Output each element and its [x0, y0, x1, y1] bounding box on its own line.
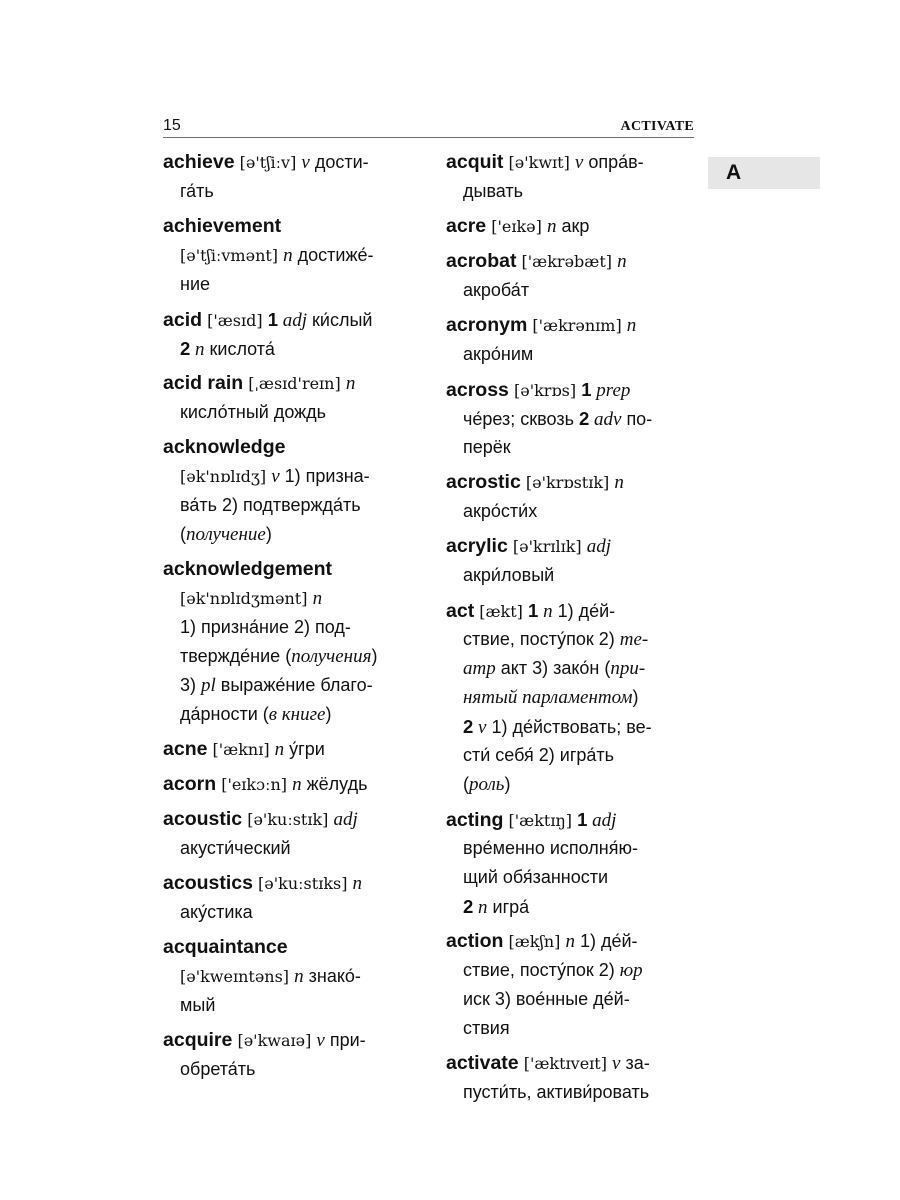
headword: achievement	[163, 215, 282, 237]
translation: че́рез; сквозь	[463, 409, 579, 429]
transcription: [ə'kuːstɪks]	[252, 874, 353, 893]
grammar-label: prep	[591, 380, 631, 401]
transcription: ['æknɪ]	[207, 740, 275, 759]
dictionary-entry	[163, 805, 415, 863]
grammar-label: adj	[587, 810, 617, 831]
headword: acrobat	[446, 250, 517, 272]
entry-line	[163, 991, 415, 1020]
translation: ствия	[463, 1018, 510, 1038]
dictionary-entry	[446, 805, 698, 921]
entry-line	[163, 433, 415, 462]
sense-number: 2	[463, 716, 474, 737]
grammar-label: n	[565, 931, 575, 952]
entry-line	[163, 671, 415, 700]
translation: щий обя́занности	[463, 867, 609, 887]
transcription: [ækt]	[474, 602, 529, 621]
entry-line	[163, 834, 415, 863]
entry-line	[446, 468, 698, 497]
grammar-label: нятый парламентом	[463, 687, 633, 708]
translation: ствие, посту́пок 2)	[463, 960, 620, 980]
entry-line	[446, 741, 698, 770]
headword: acknowledge	[163, 436, 286, 458]
entry-line	[446, 375, 698, 404]
translation: )	[265, 524, 272, 544]
translation: при-	[324, 1030, 366, 1050]
entry-line	[446, 834, 698, 863]
entry-line	[446, 863, 698, 892]
grammar-label: при-	[610, 658, 646, 679]
grammar-label: adj	[333, 809, 358, 830]
translation: твержде́ние (	[180, 646, 292, 666]
transcription: [ə'tʃiːvmənt]	[180, 246, 284, 265]
transcription: [ə'kuːstɪk]	[242, 810, 334, 829]
grammar-label: n	[473, 897, 488, 918]
entry-line	[163, 241, 415, 270]
grammar-label: v	[574, 152, 584, 173]
letter-tab: A	[708, 157, 820, 189]
grammar-label: v	[301, 152, 310, 173]
translation: за-	[620, 1053, 650, 1073]
translation: пусти́ть, активи́ровать	[463, 1082, 650, 1102]
translation: выраже́ние благо-	[215, 675, 373, 695]
dictionary-entry	[446, 1049, 698, 1107]
translation: )	[504, 774, 511, 794]
translation: 1) де́йствовать; ве-	[486, 717, 652, 737]
translation: опра́в-	[583, 152, 644, 172]
transcription: [ək'nɒlɪdʒmənt]	[180, 589, 313, 608]
translation: акусти́ческий	[180, 838, 291, 858]
translation: 1) де́й-	[552, 601, 616, 621]
entry-line	[446, 497, 698, 526]
translation: ки́слый	[307, 310, 373, 330]
translation: акр	[556, 216, 590, 236]
running-head: ACTIVATE	[620, 119, 694, 134]
translation: мый	[180, 995, 216, 1015]
transcription: [ə'tʃiːv]	[234, 153, 302, 172]
sense-number: 1	[267, 309, 278, 330]
dictionary-entry	[163, 869, 415, 927]
translation: ние	[180, 274, 211, 294]
entry-line	[163, 555, 415, 584]
grammar-label: получения	[291, 646, 372, 667]
entry-line	[163, 305, 415, 334]
grammar-label: юр	[619, 960, 643, 981]
grammar-label: n	[292, 774, 302, 795]
translation: (	[180, 524, 186, 544]
translation: 1) призна-	[279, 466, 370, 486]
entry-line	[446, 654, 698, 683]
transcription: ['ækrəbæt]	[516, 252, 618, 271]
entry-line	[446, 532, 698, 561]
entry-line	[163, 898, 415, 927]
translation: акт 3) зако́н (	[495, 658, 611, 678]
translation: (	[463, 774, 469, 794]
header-rule	[163, 137, 694, 138]
dictionary-entry	[163, 1026, 415, 1084]
entry-line	[163, 735, 415, 764]
headword: acid rain	[163, 372, 244, 394]
entry-line	[446, 712, 698, 741]
sense-number: 2	[180, 338, 191, 359]
headword: acre	[446, 215, 487, 237]
entry-line	[163, 462, 415, 491]
entry-line	[163, 770, 415, 799]
translation: ствие, посту́пок 2)	[463, 629, 620, 649]
translation: кислота́	[204, 339, 275, 359]
transcription: ['ækrənɪm]	[527, 316, 627, 335]
entry-line	[163, 491, 415, 520]
entry-line	[163, 613, 415, 642]
left-column	[163, 148, 415, 1090]
grammar-label: n	[538, 601, 553, 622]
entry-line	[446, 683, 698, 712]
translation: обрета́ть	[180, 1059, 256, 1079]
transcription: [ˌæsɪd'reɪn]	[243, 374, 346, 393]
grammar-label: атр	[463, 658, 496, 679]
grammar-label: adj	[278, 310, 308, 331]
translation: акри́ловый	[463, 565, 555, 585]
translation: 1) призна́ние 2) под-	[180, 617, 351, 637]
headword: action	[446, 930, 504, 952]
grammar-label: v	[271, 466, 280, 487]
headword: acronym	[446, 314, 528, 336]
translation: ва́ть 2) подтвержда́ть	[180, 495, 361, 515]
entry-line	[163, 212, 415, 241]
right-column	[446, 148, 698, 1113]
dictionary-entry	[446, 532, 698, 590]
transcription: [ə'kwɪt]	[503, 153, 575, 172]
entry-line	[163, 177, 415, 206]
translation: жёлудь	[301, 774, 368, 794]
entry-line	[446, 148, 698, 177]
headword: acorn	[163, 773, 217, 795]
headword: acrylic	[446, 535, 508, 557]
entry-line	[446, 340, 698, 369]
sense-number: 1	[581, 379, 592, 400]
grammar-label: n	[312, 588, 323, 609]
transcription: [ə'krɒstɪk]	[520, 473, 615, 492]
dictionary-entry	[446, 468, 698, 526]
entry-line	[163, 869, 415, 898]
transcription: [ækʃn]	[503, 932, 566, 951]
entry-line	[446, 596, 698, 625]
grammar-label: n	[546, 216, 557, 237]
translation: 1) де́й-	[574, 931, 638, 951]
headword: acquit	[446, 151, 504, 173]
translation: акроба́т	[463, 280, 530, 300]
entry-line	[163, 270, 415, 299]
grammar-label: v	[316, 1030, 325, 1051]
entry-line	[446, 433, 698, 462]
dictionary-entry	[163, 933, 415, 1020]
grammar-label: v	[473, 717, 487, 738]
entry-line	[446, 311, 698, 340]
entry-line	[446, 956, 698, 985]
dictionary-entry	[163, 369, 415, 427]
grammar-label: роль	[469, 774, 505, 795]
transcription: [ə'krɪlɪk]	[507, 537, 587, 556]
entry-line	[446, 561, 698, 590]
headword: acquaintance	[163, 936, 288, 958]
dictionary-entry	[446, 596, 698, 799]
grammar-label: n	[345, 373, 356, 394]
sense-number: 1	[528, 600, 539, 621]
dictionary-entry	[163, 770, 415, 799]
transcription: [ə'kwaɪə]	[232, 1031, 317, 1050]
transcription: ['æsɪd]	[202, 311, 268, 330]
translation: дости-	[309, 152, 369, 172]
transcription: ['æktɪveɪt]	[518, 1054, 613, 1073]
translation: акро́ним	[463, 344, 534, 364]
entry-line	[446, 177, 698, 206]
sense-number: 1	[577, 809, 588, 830]
sense-number: 2	[578, 408, 590, 429]
dictionary-entry	[163, 555, 415, 729]
grammar-label: те-	[619, 629, 649, 650]
headword: acid	[163, 309, 203, 331]
headword: acrostic	[446, 471, 521, 493]
dictionary-entry	[446, 311, 698, 369]
entry-line	[446, 1078, 698, 1107]
entry-line	[446, 625, 698, 654]
translation: иск 3) вое́нные де́й-	[463, 989, 630, 1009]
dictionary-entry	[163, 735, 415, 764]
entry-line	[446, 892, 698, 921]
page-number: 15	[163, 117, 181, 134]
grammar-label: n	[614, 472, 624, 493]
entry-line	[446, 276, 698, 305]
grammar-label: n	[274, 739, 285, 760]
sense-number: 2	[463, 896, 474, 917]
headword: acoustic	[163, 808, 243, 830]
translation: акро́сти́х	[463, 501, 538, 521]
entry-line	[446, 1014, 698, 1043]
entry-line	[446, 404, 698, 433]
entry-line	[163, 520, 415, 549]
dictionary-entry	[163, 305, 415, 363]
entry-line	[163, 1055, 415, 1084]
entry-line	[163, 369, 415, 398]
entry-line	[163, 805, 415, 834]
entry-line	[163, 584, 415, 613]
translation: га́ть	[180, 181, 214, 201]
translation: 3)	[180, 675, 202, 695]
entry-line	[163, 933, 415, 962]
translation: )	[371, 646, 378, 666]
grammar-label: n	[352, 873, 363, 894]
dictionary-entry	[163, 212, 415, 299]
translation: дывать	[463, 181, 524, 201]
entry-line	[446, 212, 698, 241]
entry-line	[446, 247, 698, 276]
headword: acquire	[163, 1029, 233, 1051]
transcription: [ək'nɒlɪdʒ]	[180, 467, 272, 486]
entry-line	[163, 148, 415, 177]
entry-line	[163, 642, 415, 671]
headword: across	[446, 379, 509, 401]
dictionary-entry	[446, 247, 698, 305]
dictionary-entry	[163, 148, 415, 206]
headword: activate	[446, 1052, 519, 1074]
entry-line	[446, 805, 698, 834]
transcription: ['æktɪŋ]	[503, 811, 578, 830]
translation: да́рности (	[180, 704, 269, 724]
entry-line	[446, 927, 698, 956]
headword: achieve	[163, 151, 235, 173]
translation: достиже́-	[292, 245, 374, 265]
translation: перёк	[463, 437, 511, 457]
transcription: ['eɪkɔːn]	[216, 775, 293, 794]
entry-line	[163, 700, 415, 729]
entry-line	[163, 398, 415, 427]
grammar-label: n	[294, 966, 304, 987]
grammar-label: adv	[589, 409, 622, 430]
grammar-label: n	[626, 315, 637, 336]
dictionary-entry	[446, 212, 698, 241]
grammar-label: pl	[201, 675, 216, 696]
dictionary-entry	[446, 148, 698, 206]
grammar-label: n	[617, 251, 627, 272]
entry-line	[163, 1026, 415, 1055]
headword: acoustics	[163, 872, 253, 894]
dictionary-entry	[163, 433, 415, 549]
translation: вре́менно исполня́ю-	[463, 838, 638, 858]
headword: act	[446, 600, 475, 622]
grammar-label: v	[612, 1053, 621, 1074]
transcription: [ə'kweɪntəns]	[180, 967, 295, 986]
dictionary-entry	[446, 375, 698, 462]
translation: )	[632, 687, 639, 707]
transcription: ['eɪkə]	[486, 217, 547, 236]
translation: по-	[621, 409, 653, 429]
translation: у́гри	[284, 739, 325, 759]
dictionary-entry	[446, 927, 698, 1043]
grammar-label: n	[190, 339, 205, 360]
grammar-label: в книге	[268, 704, 326, 725]
entry-line	[163, 962, 415, 991]
translation: знако́-	[303, 966, 361, 986]
transcription: [ə'krɒs]	[508, 381, 582, 400]
entry-line	[163, 334, 415, 363]
grammar-label: получение	[186, 524, 266, 545]
grammar-label: adj	[586, 536, 612, 557]
grammar-label: n	[283, 245, 293, 266]
headword: acting	[446, 809, 504, 831]
entry-line	[446, 770, 698, 799]
translation: игра́	[487, 897, 530, 917]
headword: acne	[163, 738, 208, 760]
translation: )	[325, 704, 332, 724]
entry-line	[446, 1049, 698, 1078]
headword: acknowledgement	[163, 558, 333, 580]
translation: аку́стика	[180, 902, 253, 922]
translation: сти́ себя́ 2) игра́ть	[463, 745, 615, 765]
translation: кисло́тный дождь	[180, 402, 327, 422]
entry-line	[446, 985, 698, 1014]
